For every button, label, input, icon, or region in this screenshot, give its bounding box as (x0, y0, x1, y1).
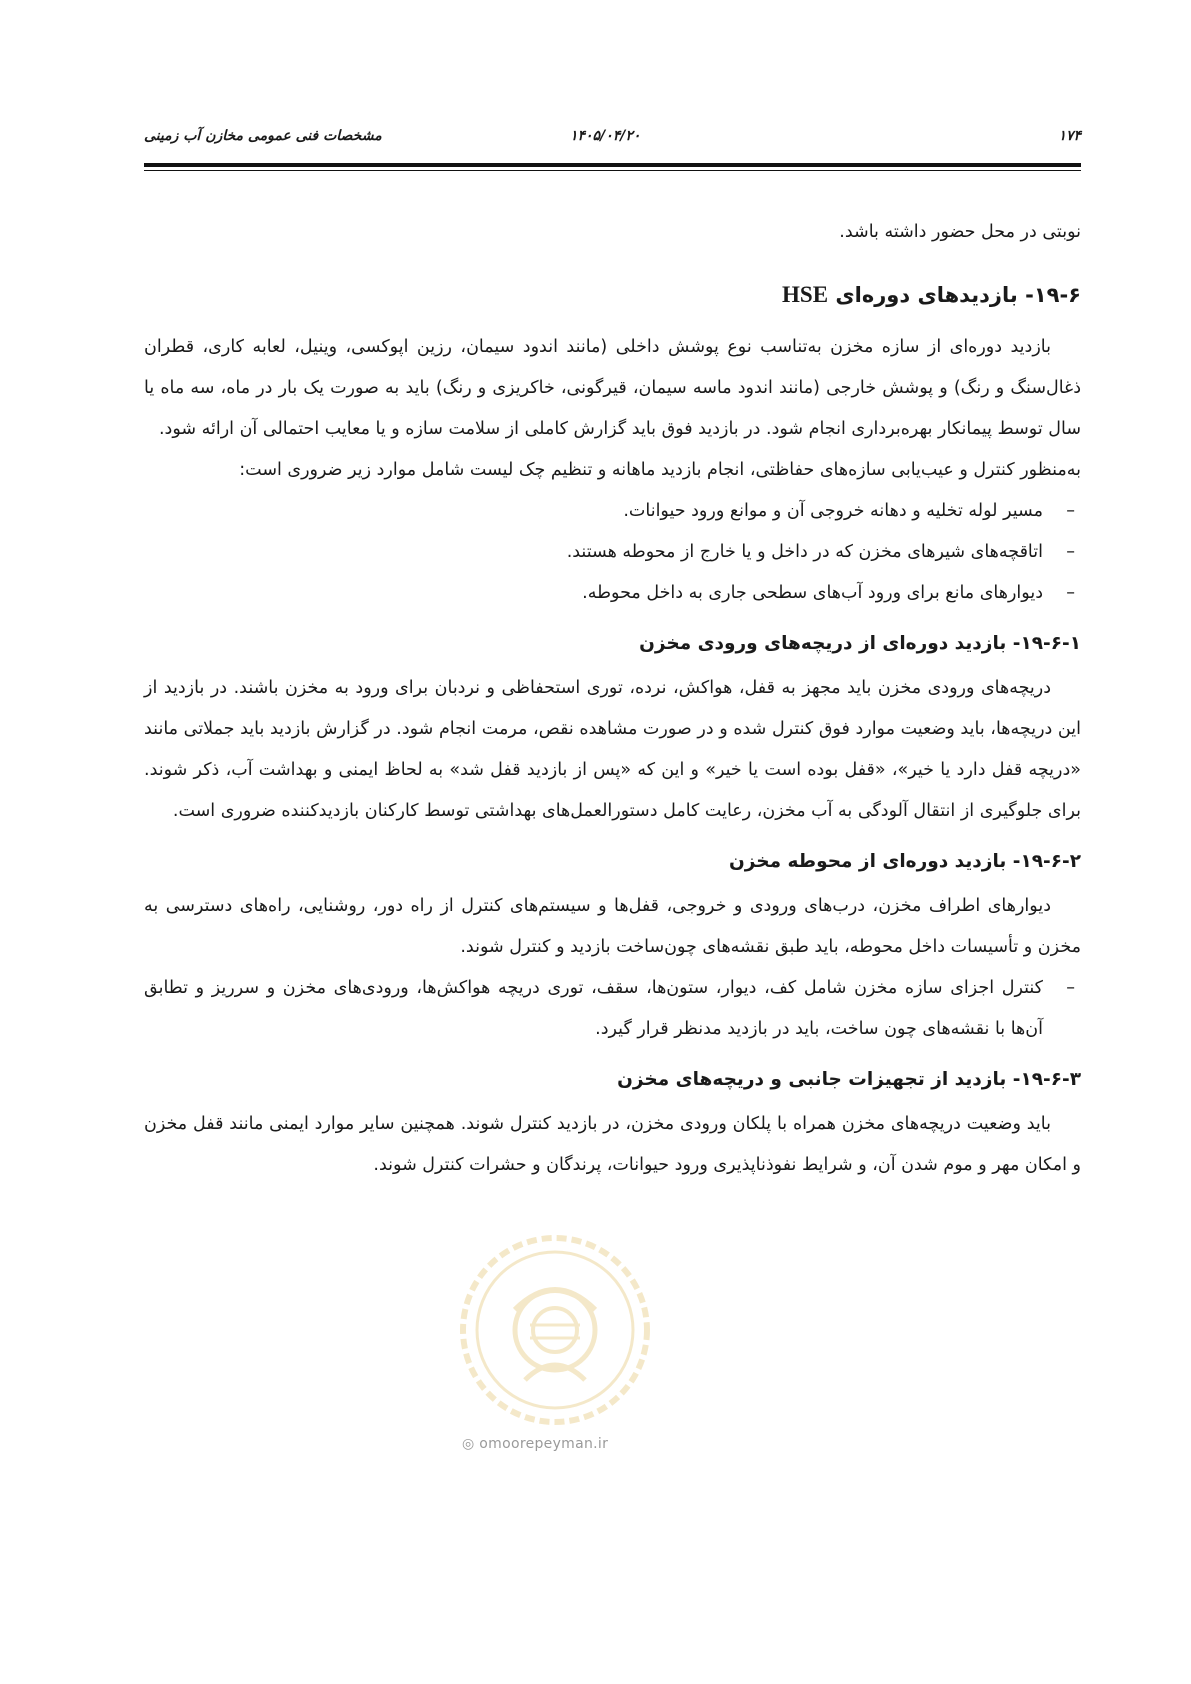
section-1-paragraph: دریچه‌های ورودی مخزن باید مجهز به قفل، هواکش، نرده، توری استحفاظی و نردبان برای ورود به مخزن باشند. در بازدید از این دریچه‌ها، باید وضعیت موارد فوق کنترل شده و در صورت مشاهده نقص، مرمت انجام شود. در گزارش بازدید باید جملاتی مانند «دریچه قفل دارد یا خیر»، «قفل بوده است یا خیر» و این که «پس از بازدید قفل شد» به لحاظ ایمنی و بهداشت آب، ذکر شوند. برای جلوگیری از انتقال آلودگی به آب مخزن، رعایت کامل دستورالعمل‌های بهداشتی توسط کارکنان بازدیدکننده ضروری است. (144, 678, 1081, 821)
section-3-title: ۱۹-۶-۳- بازدید از تجهیزات جانبی و دریچه‌های مخزن (617, 1069, 1081, 1090)
header-page-number: ۱۷۴ (1058, 128, 1081, 144)
section-1-title: ۱۹-۶-۱- بازدید دوره‌ای از دریچه‌های ورودی مخزن (639, 633, 1081, 654)
watermark-logo-icon (455, 1230, 655, 1430)
section-hse-list (144, 491, 1081, 614)
section-hse-title: ۱۹-۶- بازدیدهای دوره‌ای (835, 283, 1081, 307)
header-date: ۱۴۰۵/۰۴/۲۰ (570, 128, 641, 144)
globe-icon: ◎ (462, 1436, 480, 1452)
section-hse-heading (144, 275, 1081, 315)
header-rule-thin (144, 170, 1081, 171)
page-content (144, 212, 1081, 1186)
watermark-text: omoorepeyman.ir (479, 1436, 609, 1452)
header-title: مشخصات فنی عمومی مخازن آب زمینی (144, 128, 382, 144)
section-2-list (144, 968, 1081, 1050)
running-header (144, 128, 1081, 154)
list-item: – اتاقچه‌های شیرهای مخزن که در داخل و یا خارج از محوطه هستند. (144, 532, 1043, 573)
section-3-paragraph: باید وضعیت دریچه‌های مخزن همراه با پلکان ورودی مخزن، در بازدید کنترل شوند. همچنین سایر موارد ایمنی مانند قفل مخزن و امکان مهر و موم شدن آن، و شرایط نفوذناپذیری ورود حیوانات، پرندگان و حشرات کنترل شوند. (144, 1114, 1081, 1175)
list-item: – دیوارهای مانع برای ورود آب‌های سطحی جاری به داخل محوطه. (144, 573, 1043, 614)
continued-text: نوبتی در محل حضور داشته باشد. (839, 222, 1081, 242)
list-item: – مسیر لوله تخلیه و دهانه خروجی آن و موانع ورود حیوانات. (144, 491, 1043, 532)
section-hse-paragraph: بازدید دوره‌ای از سازه مخزن به‌تناسب نوع پوشش داخلی (مانند اندود سیمان، رزین اپوکسی، وینیل، لعابه کاری، قطران ذغال‌سنگ و رنگ) و پوشش خارجی (مانند اندود ماسه سیمان، قیرگونی، خاکریزی و رنگ) باید به صورت یک بار در ماه، سه ماه یا سال توسط پیمانکار بهره‌برداری انجام شود. در بازدید فوق باید گزارش کاملی از سلامت سازه و یا معایب احتمالی آن ارائه شود. (144, 337, 1081, 439)
section-hse-intro: به‌منظور کنترل و عیب‌یابی سازه‌های حفاظتی، انجام بازدید ماهانه و تنظیم چک لیست شامل موارد زیر ضروری است: (239, 460, 1081, 480)
section-2-paragraph: دیوارهای اطراف مخزن، درب‌های ورودی و خروجی، قفل‌ها و سیستم‌های کنترل از راه دور، روشنایی، راه‌های دسترسی به مخزن و تأسیسات داخل محوطه، باید طبق نقشه‌های چون‌ساخت بازدید و کنترل شوند. (144, 896, 1081, 957)
list-item: – کنترل اجزای سازه مخزن شامل کف، دیوار، ستون‌ها، سقف، توری دریچه هواکش‌ها، ورودی‌های مخزن و سرریز و تطابق آن‌ها با نقشه‌های چون ساخت، باید در بازدید مدنظر قرار گیرد. (144, 968, 1043, 1050)
section-hse-acronym: HSE (782, 282, 829, 307)
section-2-title: ۱۹-۶-۲- بازدید دوره‌ای از محوطه مخزن (728, 851, 1081, 872)
watermark-caption (462, 1436, 608, 1452)
header-rule-thick (144, 163, 1081, 167)
